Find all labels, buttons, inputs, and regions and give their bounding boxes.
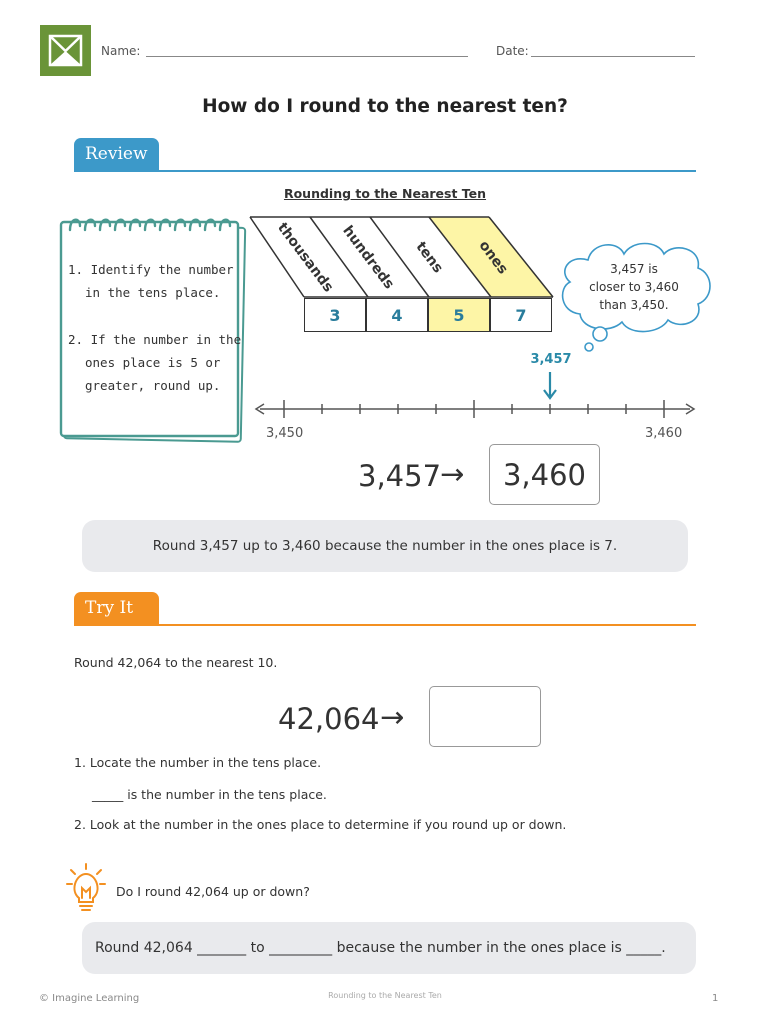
step-2 xyxy=(68,328,241,397)
step-1 xyxy=(68,258,234,304)
step-1-line-2: in the tens place. xyxy=(85,285,221,300)
hint-text: Do I round 42,064 up or down? xyxy=(116,884,310,899)
digit-hundreds: 4 xyxy=(366,298,428,332)
step-1-number: 1. xyxy=(68,262,84,277)
marker-arrow xyxy=(544,372,556,398)
header-tens: tens xyxy=(412,239,446,277)
number-line-start: 3,450 xyxy=(266,426,304,441)
step-2-number: 2. xyxy=(68,332,84,347)
place-value-header xyxy=(240,210,570,302)
logo-mark-icon xyxy=(40,25,91,76)
try-it-answer-input[interactable] xyxy=(429,686,541,747)
header-hundreds: hundreds xyxy=(339,222,398,293)
try-it-number: 42,064 xyxy=(278,702,380,736)
logo xyxy=(40,25,91,76)
explanation-text: Round 3,457 up to 3,460 because the number in the ones place is 7. xyxy=(152,538,618,554)
lightbulb-icon xyxy=(66,862,106,914)
step-2-line-3: greater, round up. xyxy=(85,378,221,393)
header-ones: ones xyxy=(475,237,511,278)
footer-page-number: 1 xyxy=(712,993,719,1004)
review-rule xyxy=(74,170,696,172)
footer-copyright: © Imagine Learning xyxy=(39,993,140,1004)
name-field[interactable] xyxy=(146,56,468,57)
step-2-line-1: If the number in the xyxy=(90,332,242,347)
date-field[interactable] xyxy=(531,56,695,57)
date-label: Date: xyxy=(496,44,529,58)
thought-line-1: 3,457 is xyxy=(610,262,658,276)
number-line xyxy=(250,370,700,420)
sentence-banner xyxy=(82,922,696,974)
thought-text xyxy=(574,260,694,314)
try-it-step-1: 1. Locate the number in the tens place. xyxy=(74,755,322,770)
thought-line-3: than 3,450. xyxy=(599,298,669,312)
step-2-line-2: ones place is 5 or xyxy=(85,355,221,370)
page-title: How do I round to the nearest ten? xyxy=(202,96,568,117)
example-answer-box xyxy=(489,444,600,505)
marker-label: 3,457 xyxy=(530,352,572,367)
digit-ones: 7 xyxy=(490,298,552,332)
review-tab: Review xyxy=(74,138,159,172)
sentence-text: Round 42,064 _______ to _________ because the number in the ones place is _____. xyxy=(95,940,666,956)
try-it-prompt: Round 42,064 to the nearest 10. xyxy=(74,655,278,670)
notepad xyxy=(58,212,248,444)
header-thousands: thousands xyxy=(274,219,337,296)
try-it-arrow: → xyxy=(380,700,405,734)
step-1-line-1: Identify the number xyxy=(90,262,234,277)
try-it-tab: Try It xyxy=(74,592,159,626)
example-answer: 3,460 xyxy=(502,457,587,492)
try-it-step-2: 2. Look at the number in the ones place to determine if you round up or down. xyxy=(74,817,567,832)
thought-line-2: closer to 3,460 xyxy=(589,280,679,294)
footer-doc-title: Rounding to the Nearest Ten xyxy=(328,991,442,1000)
number-line-end: 3,460 xyxy=(645,426,683,441)
try-it-step-1-blank: _____ is the number in the tens place. xyxy=(92,787,327,802)
diagram-title: Rounding to the Nearest Ten xyxy=(283,186,487,201)
try-it-rule xyxy=(74,624,696,626)
example-arrow: → xyxy=(440,457,465,491)
digit-tens: 5 xyxy=(428,298,490,332)
digit-thousands: 3 xyxy=(304,298,366,332)
name-label: Name: xyxy=(101,44,141,58)
example-number: 3,457 xyxy=(358,459,442,493)
explanation-banner xyxy=(82,520,688,572)
